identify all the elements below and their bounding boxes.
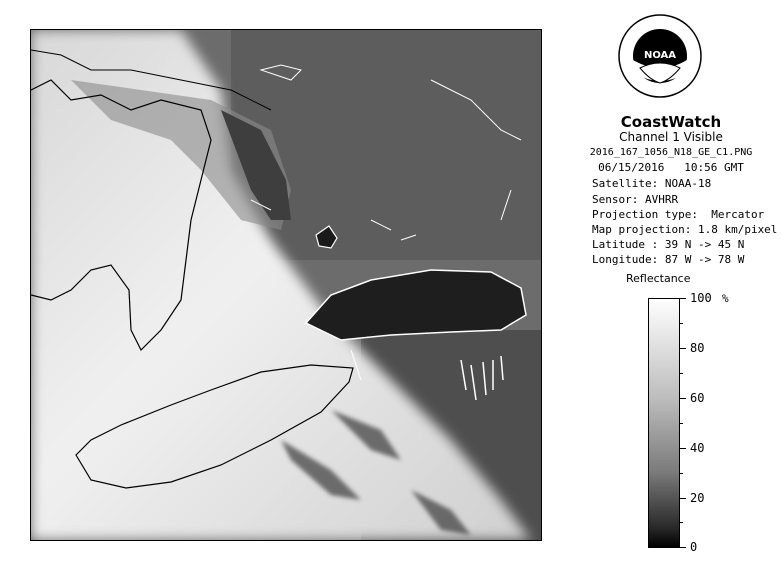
tick-label-80: 80 (690, 341, 705, 355)
tick-minor (680, 473, 683, 474)
latitude-range: Latitude : 39 N -> 45 N (592, 238, 745, 251)
longitude-range: Longitude: 87 W -> 78 W (592, 253, 745, 266)
app-title: CoastWatch (620, 113, 722, 131)
tick-60 (680, 398, 686, 399)
tick-0 (680, 547, 686, 548)
legend-unit: % (722, 292, 729, 305)
tick-100 (680, 298, 686, 299)
map-projection: Map projection: 1.8 km/pixel (592, 223, 778, 236)
datetime: 06/15/2016 10:56 GMT (598, 161, 744, 174)
tick-label-0: 0 (690, 540, 698, 554)
noaa-logo (618, 14, 702, 98)
satellite: Satellite: NOAA-18 (592, 177, 712, 190)
tick-minor (680, 373, 683, 374)
tick-80 (680, 348, 686, 349)
tick-label-20: 20 (690, 491, 705, 505)
satellite-image-map (30, 29, 542, 541)
sensor: Sensor: AVHRR (592, 193, 679, 206)
reflectance-colorbar (648, 298, 680, 548)
channel-label: Channel 1 Visible (619, 130, 723, 144)
tick-label-60: 60 (690, 391, 705, 405)
projection-type: Projection type: Mercator (592, 208, 765, 221)
logo-text: NOAA (643, 50, 677, 61)
tick-minor (680, 323, 683, 324)
map-svg (31, 30, 541, 540)
tick-minor (680, 423, 683, 424)
legend-title: Reflectance (626, 272, 691, 285)
tick-label-40: 40 (690, 441, 705, 455)
filename: 2016_167_1056_N18_GE_C1.PNG (589, 147, 753, 158)
tick-label-100: 100 (690, 291, 712, 305)
tick-40 (680, 448, 686, 449)
tick-20 (680, 498, 686, 499)
tick-minor (680, 522, 683, 523)
